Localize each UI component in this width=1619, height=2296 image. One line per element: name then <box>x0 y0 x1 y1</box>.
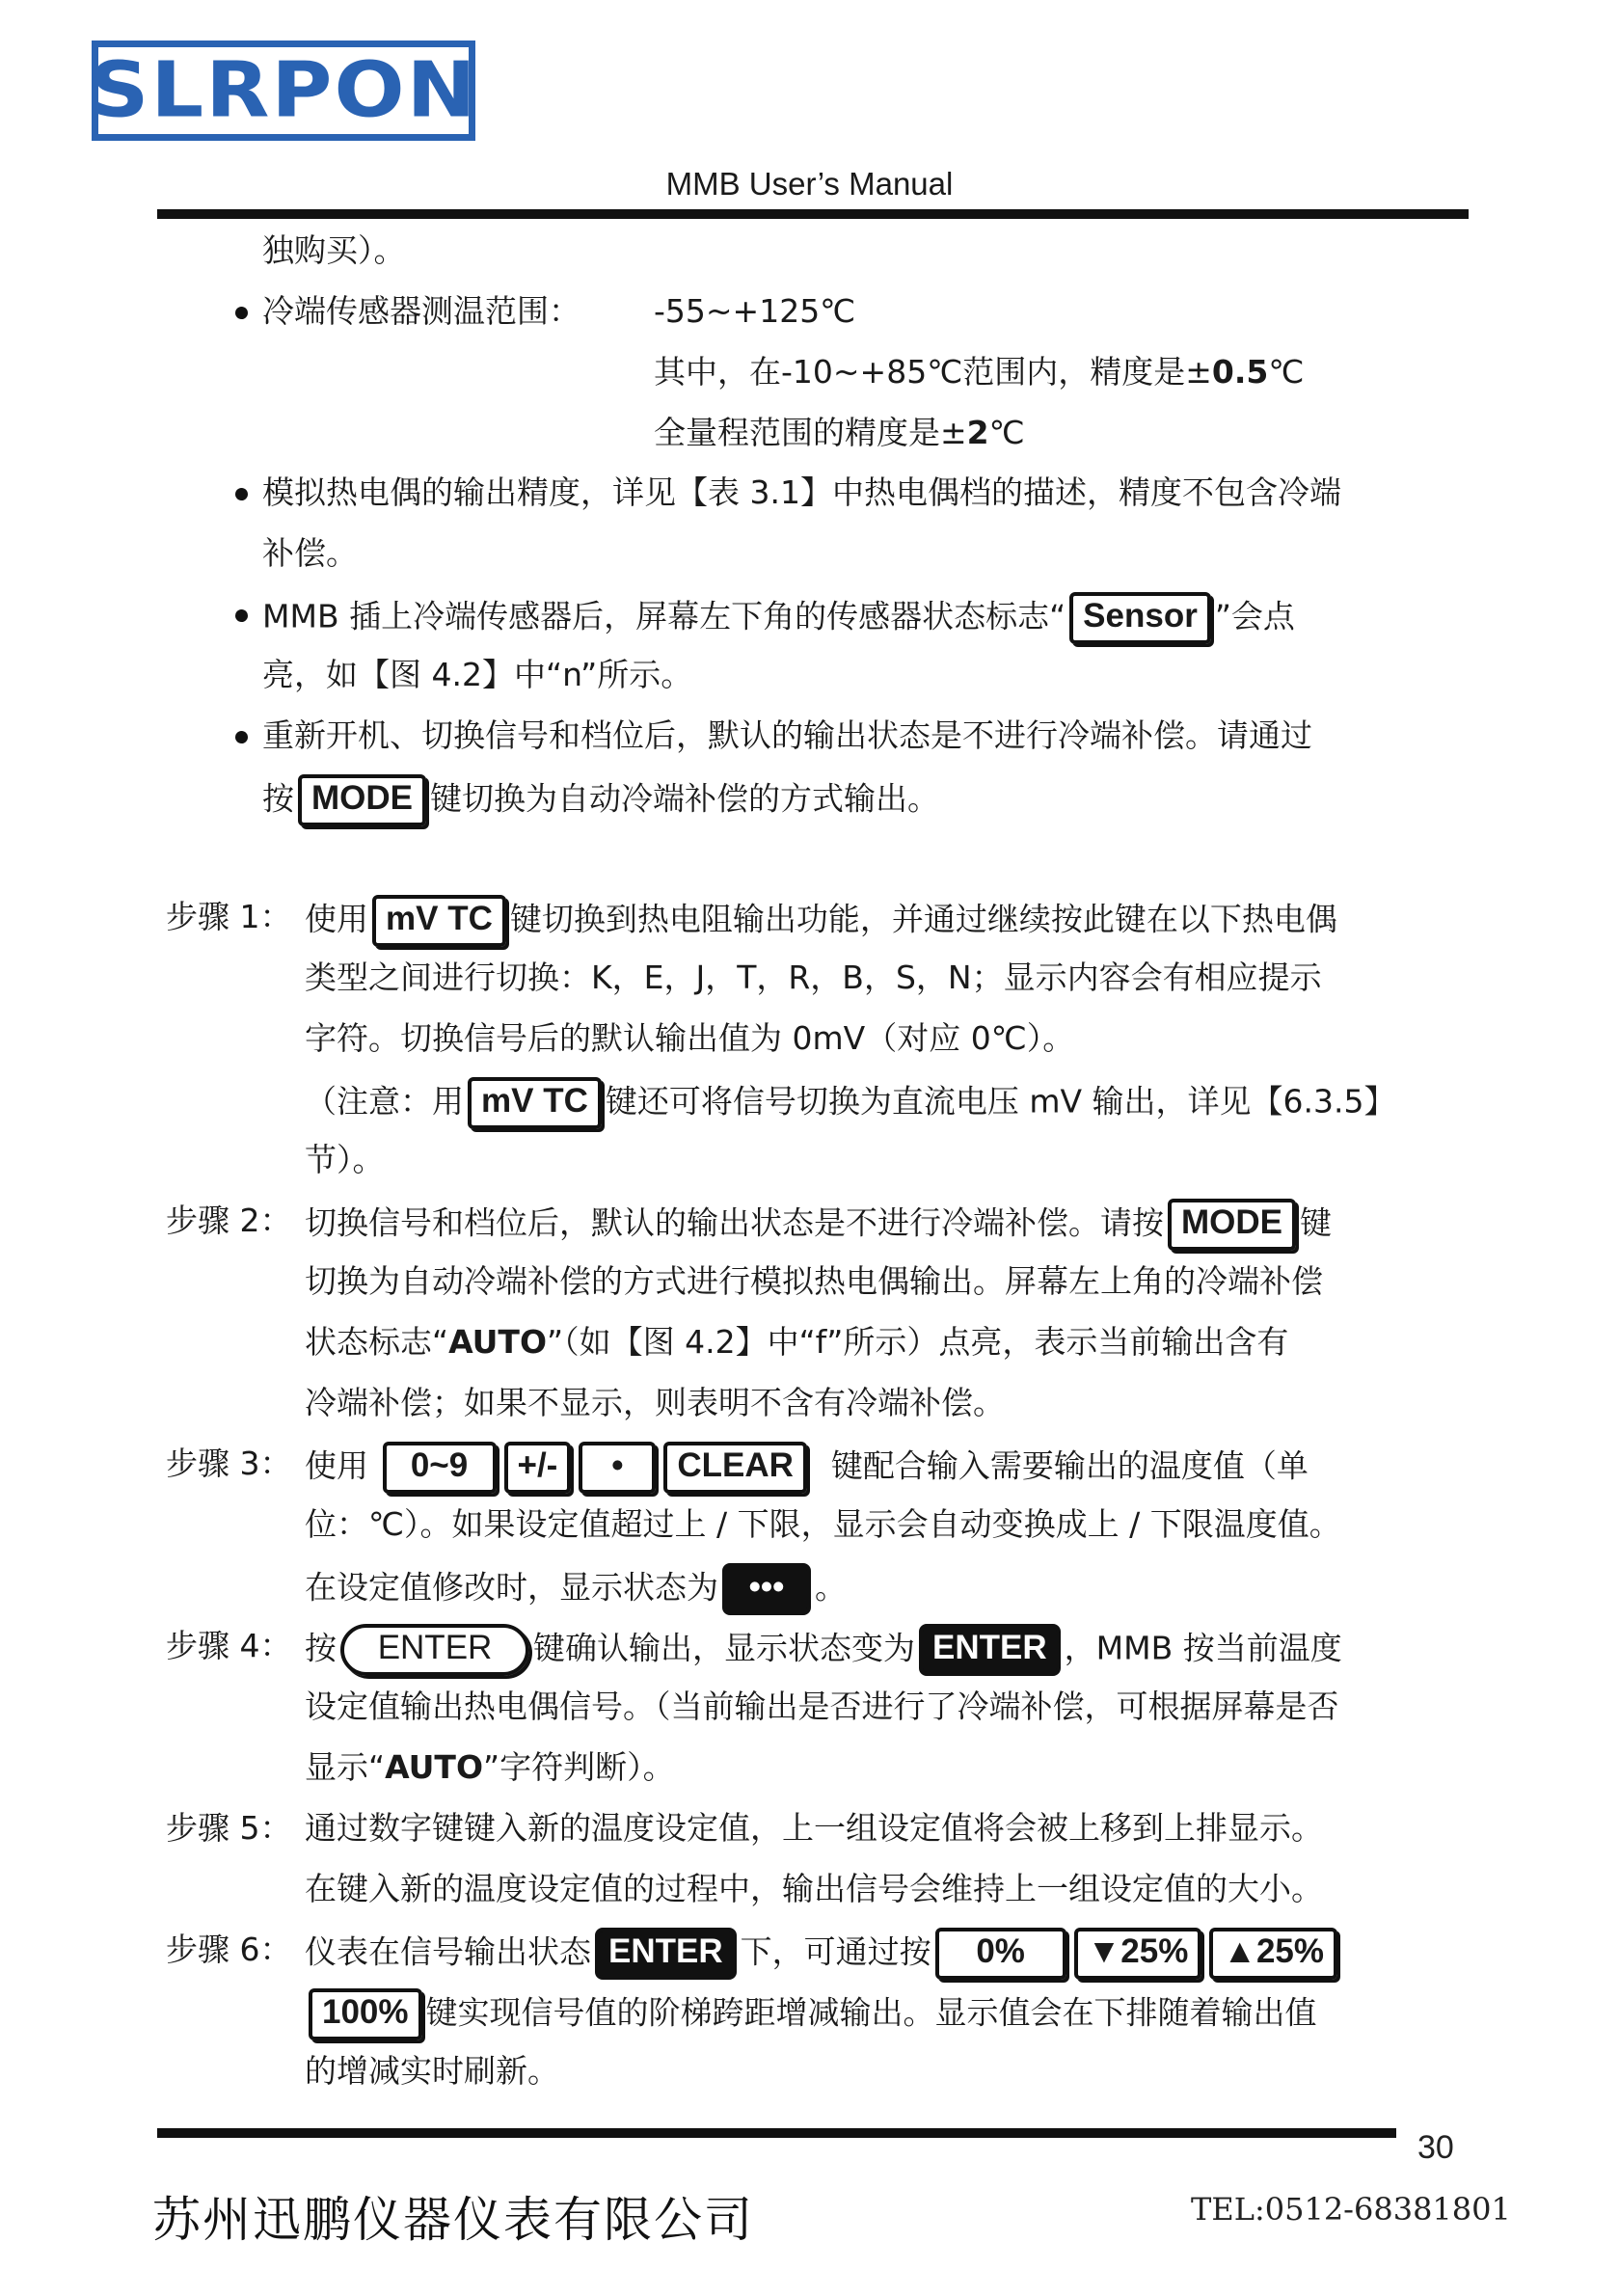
step-6-label: 步骤 6： <box>166 1931 292 1968</box>
step-2-line-2: 切换为自动冷端补偿的方式进行模拟热电偶输出。屏幕左上角的冷端补偿 <box>305 1262 1323 1300</box>
bullet-dot <box>235 731 248 743</box>
step-2-line-1: 切换信号和档位后，默认的输出状态是不进行冷端补偿。请按 MODE 键 <box>305 1199 1332 1251</box>
step-1-label: 步骤 1： <box>166 898 292 935</box>
step-1-line-1: 使用 mV TC 键切换到热电阻输出功能，并通过继续按此键在以下热电偶 <box>305 895 1337 947</box>
step-2-label: 步骤 2： <box>166 1202 292 1239</box>
step-1-line-2: 类型之间进行切换：K，E，J，T，R，B，S，N；显示内容会有相应提示 <box>305 959 1322 996</box>
sensor-key: Sensor <box>1069 592 1211 644</box>
step-3-line-1: 使用 0~9 +/- • CLEAR 键配合输入需要输出的温度值（单 <box>305 1442 1309 1494</box>
step-2-line-4: 冷端补偿；如果不显示，则表明不含有冷端补偿。 <box>305 1384 1005 1421</box>
clear-key: CLEAR <box>663 1442 807 1494</box>
sensor-line-1: MMB 插上冷端传感器后，屏幕左下角的传感器状态标志“ Sensor ”会点 <box>262 592 1295 644</box>
decimal-point-key: • <box>579 1442 656 1494</box>
restart-line-1: 重新开机、切换信号和档位后，默认的输出状态是不进行冷端补偿。请通过 <box>262 716 1312 754</box>
cold-sensor-accuracy-1: 其中，在-10~+85℃范围内，精度是±0.5℃ <box>654 353 1305 391</box>
step-1-line-3: 字符。切换信号后的默认输出值为 0mV（对应 0℃）。 <box>305 1019 1075 1057</box>
step-6-line-2: 100% 键实现信号值的阶梯跨距增减输出。显示值会在下排随着输出值 <box>305 1988 1317 2040</box>
digits-key: 0~9 <box>383 1442 497 1494</box>
step-6-line-3: 的增减实时刷新。 <box>305 2052 559 2090</box>
up-25-percent-key: ▲25% <box>1209 1928 1337 1980</box>
footer-rule <box>157 2128 1396 2138</box>
cold-sensor-accuracy-2: 全量程范围的精度是±2℃ <box>654 414 1025 451</box>
step-3-line-2: 位：℃）。如果设定值超过上 / 下限，显示会自动变换成上 / 下限温度值。 <box>305 1505 1341 1543</box>
step-4-line-3: 显示“AUTO”字符判断）。 <box>305 1748 675 1786</box>
footer-company-name: 苏州迅鹏仪器仪表有限公司 <box>152 2192 754 2248</box>
step-4-line-1: 按 ENTER 键确认输出，显示状态变为 ENTER ，MMB 按当前温度 <box>305 1624 1342 1676</box>
enter-status-indicator: ENTER <box>595 1928 737 1980</box>
step-3-label: 步骤 3： <box>166 1445 292 1482</box>
step-4-line-2: 设定值输出热电偶信号。（当前输出是否进行了冷端补偿，可根据屏幕是否 <box>305 1688 1339 1725</box>
bullet-dot <box>235 488 248 500</box>
step-4-label: 步骤 4： <box>166 1627 292 1664</box>
sign-key: +/- <box>504 1442 572 1494</box>
editing-status-indicator: ••• <box>722 1563 811 1615</box>
tc-accuracy-line-1: 模拟热电偶的输出精度，详见【表 3.1】中热电偶档的描述，精度不包含冷端 <box>262 473 1341 511</box>
page-number: 30 <box>1417 2129 1454 2166</box>
step-5-label: 步骤 5： <box>166 1809 292 1847</box>
continued-line: 独购买）。 <box>262 231 406 269</box>
down-25-percent-key: ▼25% <box>1074 1928 1202 1980</box>
logo-text: SLRPON <box>89 46 478 135</box>
bullet-dot <box>235 307 248 319</box>
mvtc-key: mV TC <box>468 1077 602 1129</box>
hundred-percent-key: 100% <box>309 1988 422 2040</box>
enter-status-indicator: ENTER <box>919 1624 1061 1676</box>
footer-telephone: TEL:0512-68381801 <box>1191 2191 1511 2228</box>
zero-percent-key: 0% <box>935 1928 1066 1980</box>
cold-sensor-range: -55~+125℃ <box>654 292 856 330</box>
bullet-dot <box>235 609 248 622</box>
company-logo <box>89 41 478 141</box>
step-5-line-1: 通过数字键键入新的温度设定值，上一组设定值将会被上移到上排显示。 <box>305 1809 1323 1847</box>
restart-line-2: 按 MODE 键切换为自动冷端补偿的方式输出。 <box>262 774 939 826</box>
tc-accuracy-line-2: 补偿。 <box>262 534 358 572</box>
header-rule <box>157 209 1469 219</box>
mode-key: MODE <box>298 774 426 826</box>
step-5-line-2: 在键入新的温度设定值的过程中，输出信号会维持上一组设定值的大小。 <box>305 1870 1323 1907</box>
step-3-line-3: 在设定值修改时，显示状态为 ••• 。 <box>305 1563 847 1615</box>
manual-title: MMB User’s Manual <box>665 166 954 202</box>
sensor-line-2: 亮，如【图 4.2】中“n”所示。 <box>262 656 693 693</box>
step-1-line-4: （注意：用 mV TC 键还可将信号切换为直流电压 mV 输出，详见【6.3.5】 <box>305 1077 1396 1129</box>
cold-sensor-label: 冷端传感器测温范围： <box>262 292 580 330</box>
step-2-line-3: 状态标志“AUTO”（如【图 4.2】中“f”所示）点亮，表示当前输出含有 <box>305 1323 1289 1361</box>
mvtc-key: mV TC <box>372 895 506 947</box>
step-6-line-1: 仪表在信号输出状态 ENTER 下，可通过按 0% ▼25% ▲25% <box>305 1928 1341 1980</box>
enter-key: ENTER <box>340 1624 529 1676</box>
mode-key: MODE <box>1168 1199 1296 1251</box>
step-1-line-5: 节）。 <box>305 1141 385 1178</box>
